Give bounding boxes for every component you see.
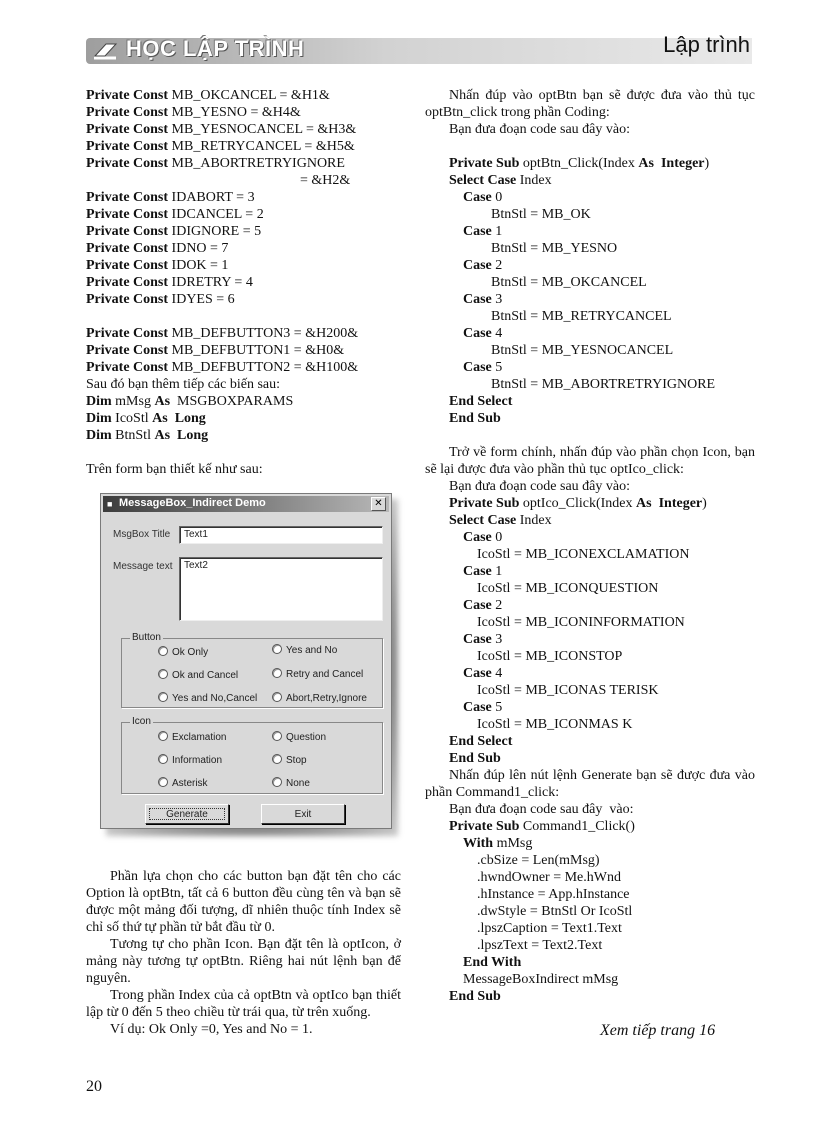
code-line: Select Case Index [449, 513, 552, 528]
dialog-title: MessageBox_Indirect Demo [119, 497, 266, 509]
focus-rect [149, 808, 225, 820]
code-line: Dim mMsg As MSGBOXPARAMS [86, 394, 294, 409]
radio-icon [158, 777, 168, 787]
radio-ok-only[interactable]: Ok Only [158, 646, 208, 658]
code-line: Case 0 [463, 530, 503, 545]
code-line: Case 2 [463, 258, 503, 273]
code-line: BtnStl = MB_RETRYCANCEL [491, 309, 672, 324]
code-line: Private Const IDRETRY = 4 [86, 275, 253, 290]
code-line: Case 1 [463, 564, 503, 579]
paragraph: Nhấn đúp vào optBtn bạn sẽ được đưa vào thủ tục optBtn_click trong phần Coding: [425, 88, 755, 120]
dialog-figure [100, 493, 398, 836]
code-line: Private Const IDABORT = 3 [86, 190, 255, 205]
code-line: = &H2& [300, 173, 351, 188]
section-title: HỌC LẬP TRÌNH [126, 36, 305, 61]
code-line: BtnStl = MB_OK [491, 207, 591, 222]
code-line: Private Sub Command1_Click() [449, 819, 635, 834]
code-line: .hInstance = App.hInstance [477, 887, 630, 902]
code-line: Case 4 [463, 666, 503, 681]
radio-exclamation[interactable]: Exclamation [158, 731, 226, 743]
button-frame [121, 632, 383, 708]
left-lower-text [86, 868, 401, 1038]
code-line: Case 3 [463, 292, 503, 307]
code-line: Case 5 [463, 700, 503, 715]
body-text: Bạn đưa đoạn code sau đây vào: [449, 479, 630, 494]
code-line: IcoStl = MB_ICONMAS K [477, 717, 633, 732]
code-line: Private Const IDIGNORE = 5 [86, 224, 262, 239]
keyboard-logo-icon [92, 40, 118, 62]
radio-stop[interactable]: Stop [272, 754, 307, 766]
radio-ok-cancel[interactable]: Ok and Cancel [158, 669, 238, 681]
body-text: Sau đó bạn thêm tiếp các biến sau: [86, 377, 280, 392]
body-text: Bạn đưa đoạn code sau đây vào: [449, 122, 630, 137]
radio-icon [272, 644, 282, 654]
code-line: Private Const IDCANCEL = 2 [86, 207, 264, 222]
paragraph: Phần lựa chọn cho các button bạn đặt tên cho các Option là optBtn, tất cả 6 button đều cùng tên và bạn sẽ được một mảng đối tượng, dĩ nhiên thuộc tính Index sẽ chỉ số thứ tự phần tử bắt đầu từ 0. [86, 869, 401, 935]
code-line: Private Const IDOK = 1 [86, 258, 229, 273]
code-line: Dim BtnStl As Long [86, 428, 209, 443]
exit-button[interactable]: Exit [261, 804, 345, 824]
code-line: .hwndOwner = Me.hWnd [477, 870, 621, 885]
code-line: Private Const MB_YESNOCANCEL = &H3& [86, 122, 357, 137]
code-line: Private Const MB_RETRYCANCEL = &H5& [86, 139, 355, 154]
code-line: BtnStl = MB_YESNO [491, 241, 618, 256]
radio-icon [158, 646, 168, 656]
code-line: Private Const MB_DEFBUTTON1 = &H0& [86, 343, 345, 358]
continued-note: Xem tiếp trang 16 [600, 1022, 716, 1039]
app-icon: ■ [107, 499, 113, 509]
code-line: Private Const IDYES = 6 [86, 292, 235, 307]
code-line: Dim IcoStl As Long [86, 411, 206, 426]
code-line: End Sub [449, 411, 501, 426]
code-line: .lpszCaption = Text1.Text [477, 921, 622, 936]
message-text-input[interactable]: Text2 [179, 557, 383, 621]
msgbox-title-label: MsgBox Title [113, 529, 171, 540]
code-line: MessageBoxIndirect mMsg [463, 972, 619, 987]
code-line: IcoStl = MB_ICONINFORMATION [477, 615, 685, 630]
radio-yes-no[interactable]: Yes and No [272, 644, 337, 656]
code-line: Select Case Index [449, 173, 552, 188]
radio-yes-no-cancel[interactable]: Yes and No,Cancel [158, 692, 257, 704]
radio-icon [158, 731, 168, 741]
code-line: Private Sub optIco_Click(Index As Integer) [449, 496, 707, 511]
radio-icon [272, 754, 282, 764]
radio-icon [158, 692, 168, 702]
radio-icon [158, 754, 168, 764]
body-text: Trên form bạn thiết kế như sau: [86, 462, 263, 477]
code-line: IcoStl = MB_ICONAS TERISK [477, 683, 659, 698]
messagebox-dialog [100, 493, 392, 829]
paragraph: Trong phần Index của cả optBtn và optIco bạn thiết lập từ 0 đến 5 theo chiều từ trái qua, từ trên xuống. [86, 988, 401, 1020]
message-text-label: Message text [113, 561, 173, 572]
code-line: Case 3 [463, 632, 503, 647]
icon-frame-label: Icon [132, 716, 151, 727]
paragraph: Tương tự cho phần Icon. Bạn đặt tên là optIcon, ở mảng này tương tự optBtn. Riêng hai nút lệnh bạn để nguyên. [86, 937, 401, 986]
radio-information[interactable]: Information [158, 754, 222, 766]
radio-question[interactable]: Question [272, 731, 326, 743]
code-line: End With [463, 955, 522, 970]
radio-icon [272, 777, 282, 787]
dialog-titlebar [103, 496, 389, 512]
code-line: Private Const MB_DEFBUTTON3 = &H200& [86, 326, 359, 341]
code-line: End Sub [449, 751, 501, 766]
radio-abort-retry-ignore[interactable]: Abort,Retry,Ignore [272, 692, 367, 704]
generate-button[interactable]: Generate [145, 804, 229, 824]
code-line: .lpszText = Text2.Text [477, 938, 603, 953]
code-line: IcoStl = MB_ICONEXCLAMATION [477, 547, 690, 562]
left-column [86, 87, 401, 478]
code-line: Case 5 [463, 360, 503, 375]
code-line: Private Const MB_YESNO = &H4& [86, 105, 301, 120]
code-line: BtnStl = MB_ABORTRETRYIGNORE [491, 377, 716, 392]
code-line: BtnStl = MB_OKCANCEL [491, 275, 647, 290]
code-line: Private Sub optBtn_Click(Index As Integer) [449, 156, 710, 171]
paragraph: Trở về form chính, nhấn đúp vào phần chọn Icon, bạn sẽ lại được đưa vào phần thủ tục optIco_click: [425, 445, 755, 477]
radio-icon [158, 669, 168, 679]
code-line: End Select [449, 394, 513, 409]
radio-icon [272, 692, 282, 702]
close-button[interactable]: ✕ [371, 497, 386, 511]
code-line: Private Const MB_ABORTRETRYIGNORE [86, 156, 345, 171]
page-header [86, 30, 752, 68]
code-line: Case 4 [463, 326, 503, 341]
radio-asterisk[interactable]: Asterisk [158, 777, 208, 789]
code-line: IcoStl = MB_ICONSTOP [477, 649, 623, 664]
radio-none[interactable]: None [272, 777, 310, 789]
code-line: Private Const MB_OKCANCEL = &H1& [86, 88, 330, 103]
page-number: 20 [86, 1078, 102, 1095]
radio-icon [272, 668, 282, 678]
radio-icon [272, 731, 282, 741]
button-frame-label: Button [132, 632, 161, 643]
code-line: BtnStl = MB_YESNOCANCEL [491, 343, 674, 358]
code-line: Private Const MB_DEFBUTTON2 = &H100& [86, 360, 359, 375]
code-line: .dwStyle = BtnStl Or IcoStl [477, 904, 633, 919]
icon-frame [121, 716, 383, 794]
category-label: Lập trình [663, 32, 750, 57]
code-line: End Sub [449, 989, 501, 1004]
right-column [425, 87, 755, 1005]
code-line: End Select [449, 734, 513, 749]
code-line: Case 2 [463, 598, 503, 613]
msgbox-title-input[interactable]: Text1 [179, 526, 383, 544]
code-line: Case 0 [463, 190, 503, 205]
code-line: Case 1 [463, 224, 503, 239]
code-line: Private Const IDNO = 7 [86, 241, 229, 256]
code-line: IcoStl = MB_ICONQUESTION [477, 581, 659, 596]
code-line: With mMsg [463, 836, 533, 851]
body-text: Bạn đưa đoạn code sau đây vào: [449, 802, 634, 817]
paragraph: Ví dụ: Ok Only =0, Yes and No = 1. [110, 1022, 313, 1037]
radio-retry-cancel[interactable]: Retry and Cancel [272, 668, 363, 680]
paragraph: Nhấn đúp lên nút lệnh Generate bạn sẽ được đưa vào phần Command1_click: [425, 768, 755, 800]
code-line: .cbSize = Len(mMsg) [477, 853, 600, 868]
